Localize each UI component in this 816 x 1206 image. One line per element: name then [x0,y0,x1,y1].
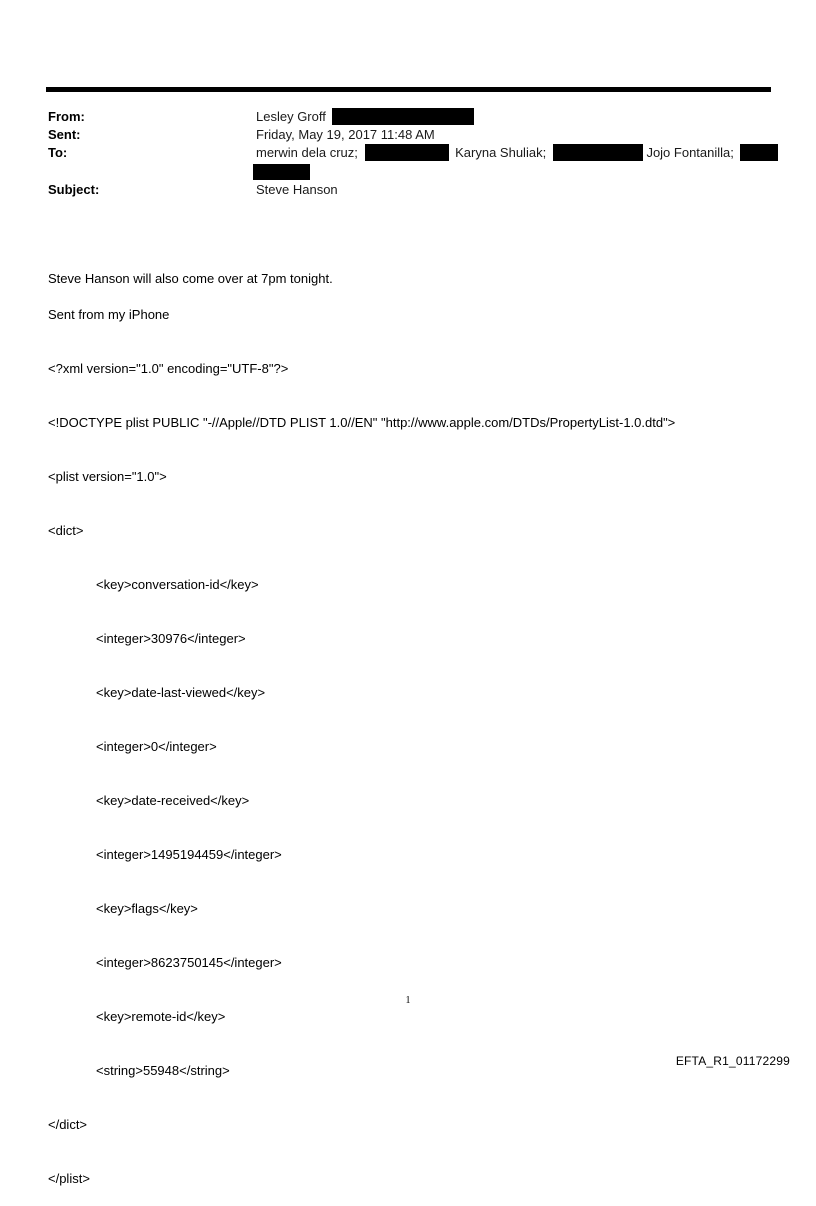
page-number: 1 [405,995,411,1006]
plist-entry: <string>55948</string> [96,1063,230,1078]
header-rule [46,87,771,92]
plist-entry: <integer>8623750145</integer> [96,955,282,970]
redaction-block [553,144,643,161]
plist-entry: <key>date-last-viewed</key> [96,685,266,700]
from-label: From: [48,109,85,124]
dict-close-tag: </dict> [48,1117,88,1132]
plist-xml-declaration: <?xml version="1.0" encoding="UTF-8"?> [48,361,289,376]
to-recipient: Jojo Fontanilla; [646,145,734,160]
plist-entry: <key>flags</key> [96,901,198,916]
to-recipient: merwin dela cruz; [256,145,358,160]
plist-entry: <key>date-received</key> [96,793,250,808]
sent-label: Sent: [48,127,81,142]
plist-entry: <integer>30976</integer> [96,631,246,646]
message-text: Steve Hanson will also come over at 7pm tonight. [48,271,333,286]
dict-open-tag: <dict> [48,523,84,538]
plist-entry: <key>remote-id</key> [96,1009,226,1024]
plist-open-tag: <plist version="1.0"> [48,469,167,484]
redaction-block [253,164,310,180]
redaction-block [365,144,449,161]
plist-entry: <key>conversation-id</key> [96,577,259,592]
subject-value: Steve Hanson [256,182,338,197]
from-name: Lesley Groff [256,109,326,124]
signature-and-plist [48,270,675,1206]
sent-value: Friday, May 19, 2017 11:48 AM [256,127,435,142]
to-value [256,144,778,161]
subject-label: Subject: [48,182,100,197]
to-label: To: [48,145,68,160]
plist-doctype: <!DOCTYPE plist PUBLIC "-//Apple//DTD PLIST 1.0//EN" "http://www.apple.com/DTDs/PropertyList-1.0.dtd"> [48,415,676,430]
document-id: EFTA_R1_01172299 [675,1054,790,1068]
plist-close-tag: </plist> [48,1171,90,1186]
to-recipient: Karyna Shuliak; [455,145,547,160]
plist-entry: <integer>0</integer> [96,739,217,754]
plist-entry: <integer>1495194459</integer> [96,847,282,862]
redaction-block [740,144,778,161]
redaction-block [332,108,474,125]
signature-text: Sent from my iPhone [48,307,170,322]
from-value [256,108,474,125]
